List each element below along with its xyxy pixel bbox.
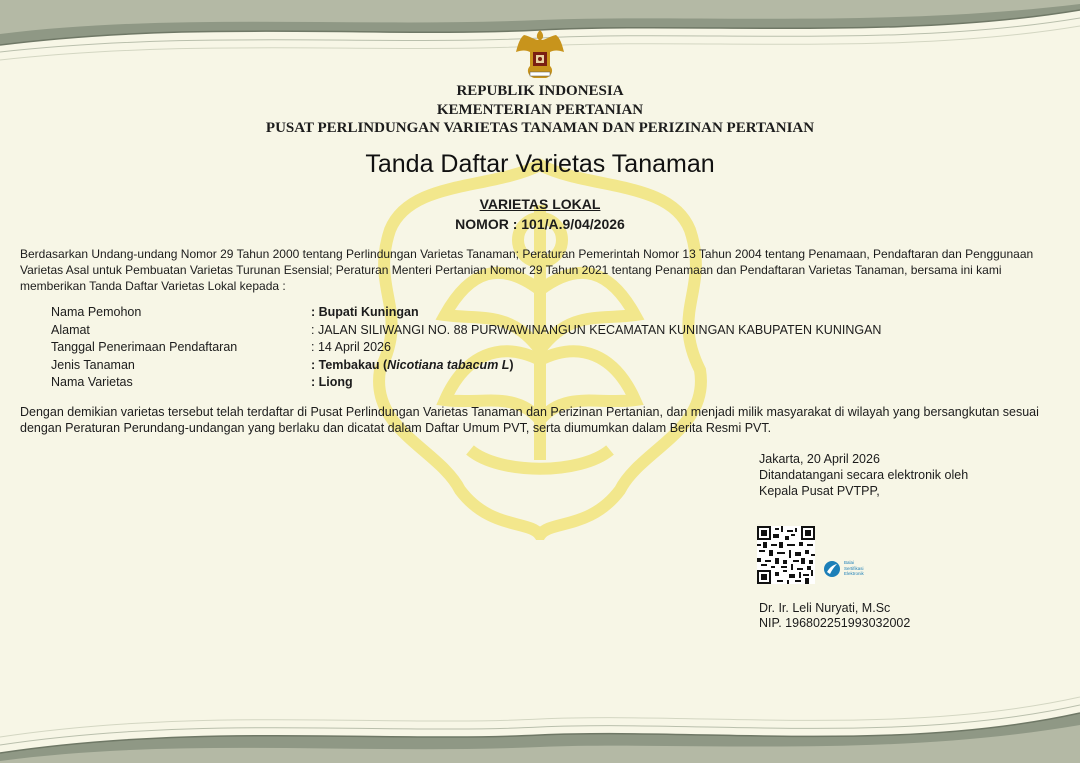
- field-label: Jenis Tanaman: [51, 357, 135, 372]
- field-value: : 14 April 2026: [311, 340, 391, 354]
- field-value: [311, 358, 514, 372]
- signatory-name: Dr. Ir. Leli Nuryati, M.Sc: [759, 601, 891, 615]
- field-label: Nama Varietas: [51, 375, 133, 389]
- plant-common-name: : Tembakau (: [311, 357, 388, 372]
- header-agency: PUSAT PERLINDUNGAN VARIETAS TANAMAN DAN PERIZINAN PERTANIAN: [265, 120, 815, 136]
- signature-place-date: Jakarta, 20 April 2026: [759, 452, 880, 466]
- field-value: : JALAN SILIWANGI NO. 88 PURWAWINANGUN KECAMATAN KUNINGAN KABUPATEN KUNINGAN: [311, 322, 882, 337]
- header-ministry: KEMENTERIAN PERTANIAN: [436, 102, 644, 118]
- signatory-nip: NIP. 196802251993032002: [759, 616, 911, 630]
- document-number: NOMOR : 101/A.9/04/2026: [455, 216, 625, 232]
- plant-name-close: ): [509, 357, 514, 372]
- field-value: : Liong: [311, 375, 353, 389]
- closing-paragraph: Dengan demikian varietas tersebut telah terdaftar di Pusat Perlindungan Varietas Tanaman dan Perizinan Pertanian, dan menjadi milik masyarakat di wilayah yang bersangkutan sesuai dengan Peraturan Perundang-undangan yang berlaku dan dicatat dalam Daftar Umum PVT, serta diumumkan dalam Berita Resmi PVT.: [20, 405, 1039, 435]
- field-label: Alamat: [51, 322, 90, 337]
- intro-paragraph: Berdasarkan Undang-undang Nomor 29 Tahun 2000 tentang Perlindungan Varietas Tanaman; Peraturan Pemerintah Nomor 13 Tahun 2004 tentang Penamaan, Pendaftaran dan Penggunaan Varietas Asal untuk Pembuatan Varietas Turunan Esensial; Peraturan Menteri Pertanian Nomor 29 Tahun 2021 tentang Penamaan dan Pendaftaran Varietas Tanaman, bersama ini kami memberikan Tanda Daftar Varietas Lokal kepada :: [20, 247, 1034, 293]
- bsre-label-line2: Sertifikasi: [844, 565, 864, 571]
- signature-position: Kepala Pusat PVTPP,: [759, 484, 880, 498]
- field-value: : Bupati Kuningan: [311, 305, 419, 319]
- qr-code-icon: [757, 526, 815, 584]
- bsre-label-line3: Elektronik: [844, 571, 864, 576]
- field-label: Tanggal Penerimaan Pendaftaran: [51, 340, 238, 354]
- plant-scientific-name: Nicotiana tabacum L: [387, 357, 510, 372]
- header-country: REPUBLIK INDONESIA: [456, 83, 624, 99]
- signature-electronic-note: Ditandatangani secara elektronik oleh: [759, 468, 969, 482]
- bsre-label-line1: Balai: [844, 560, 855, 565]
- bsre-badge: [823, 558, 875, 580]
- field-label: Nama Pemohon: [51, 305, 142, 319]
- bsre-label: [844, 560, 864, 577]
- garuda-emblem-icon: [512, 26, 568, 82]
- bsre-logo-icon: [823, 560, 841, 578]
- bottom-decorative-band: [0, 683, 1080, 763]
- document-title: Tanda Daftar Varietas Tanaman: [365, 150, 715, 178]
- document-subtitle-text: VARIETAS LOKAL: [479, 196, 601, 212]
- document-subtitle: [0, 196, 1080, 212]
